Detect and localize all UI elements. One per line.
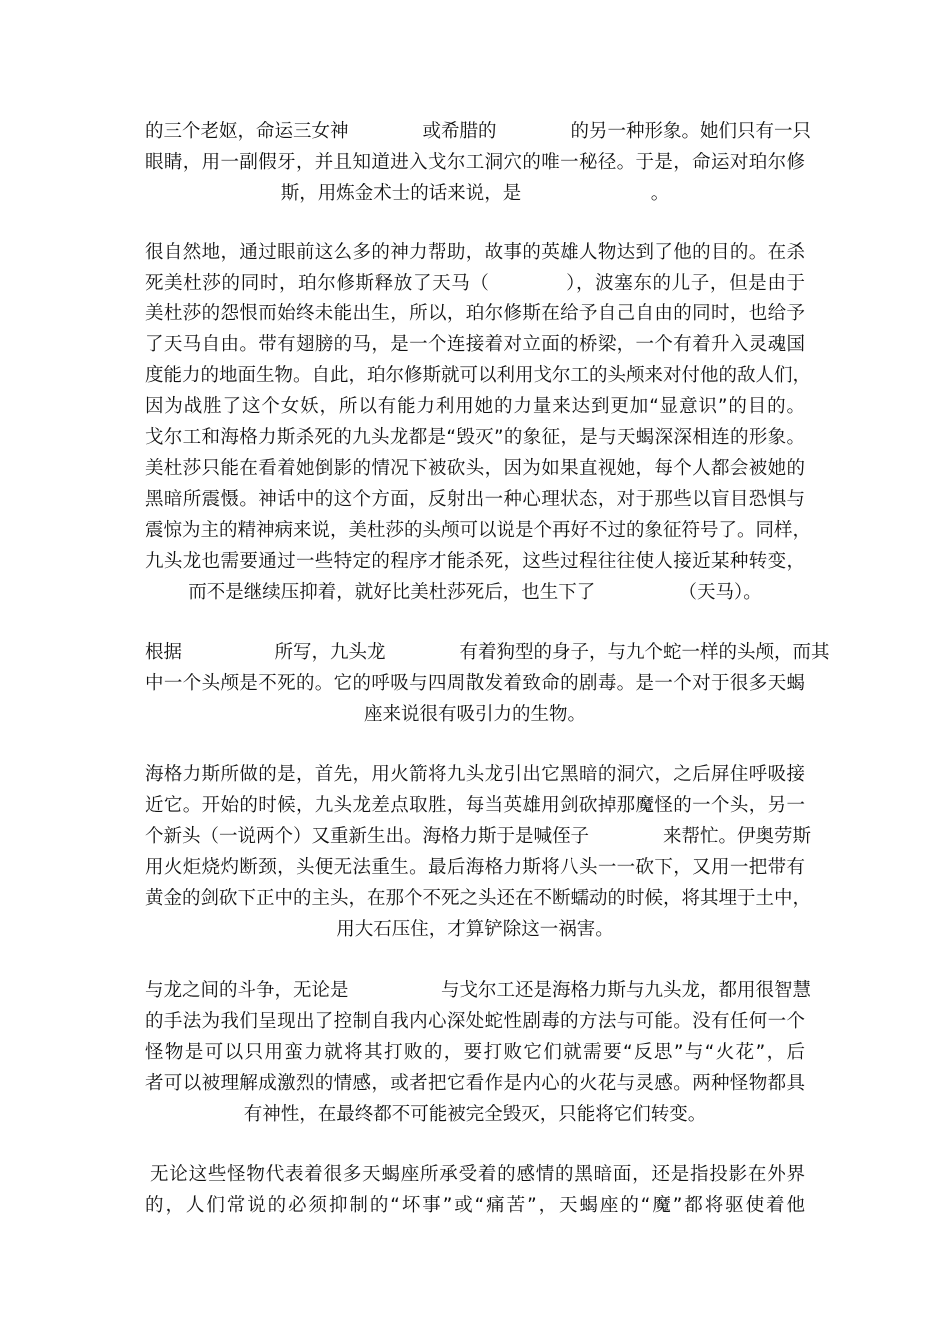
text-line: 死美杜莎的同时，珀尔修斯释放了天马（ ），波塞东的儿子，但是由于 (145, 273, 805, 294)
text-line: 与龙之间的斗争，无论是 与戈尔工还是海格力斯与九头龙，都用很智慧 (145, 980, 812, 1001)
text-line: 度能力的地面生物。自此，珀尔修斯就可以利用戈尔工的头颅来对付他的敌人们， (145, 365, 812, 386)
text-line: 中一个头颅是不死的。它的呼吸与四周散发着致命的剧毒。是一个对于很多天蝎 (145, 673, 805, 694)
text-line: 用火炬烧灼断颈，头便无法重生。最后海格力斯将八头一一砍下，又用一把带有 (145, 857, 805, 878)
text-line: 根据 所写，九头龙 有着狗型的身子，与九个蛇一样的头颅，而其 (145, 642, 830, 663)
text-line: 而不是继续压抑着，就好比美杜莎死后，也生下了 （天马）。 (188, 582, 762, 603)
text-line: 的，人们常说的必须抑制的“坏事”或“痛苦”，天蝎座的“魔”都将驱使着他 (145, 1195, 805, 1216)
text-line: 座来说很有吸引力的生物。 (363, 704, 586, 725)
text-line: 震惊为主的精神病来说，美杜莎的头颅可以说是个再好不过的象征符号了。同样， (145, 520, 812, 541)
text-line: 眼睛，用一副假牙，并且知道进入戈尔工洞穴的唯一秘径。于是，命运对珀尔修 (145, 152, 805, 173)
text-line: 美杜莎的怨恨而始终未能出生，所以，珀尔修斯在给予自己自由的同时，也给予 (145, 303, 805, 324)
text-line: 美杜莎只能在看着她倒影的情况下被砍头，因为如果直视她，每个人都会被她的 (145, 458, 805, 479)
text-line: 的三个老妪，命运三女神 或希腊的 的另一种形象。她们只有一只 (145, 121, 812, 142)
text-line: 有神性，在最终都不可能被完全毁灭，只能将它们转变。 (243, 1104, 707, 1125)
text-line: 戈尔工和海格力斯杀死的九头龙都是“毁灭”的象征，是与天蝎深深相连的形象。 (145, 427, 805, 448)
text-line: 斯，用炼金术士的话来说，是 。 (280, 183, 670, 204)
text-line: 者可以被理解成激烈的情感，或者把它看作是内心的火花与灵感。两种怪物都具 (145, 1073, 805, 1094)
text-line: 个新头（一说两个）又重新生出。海格力斯于是喊侄子 来帮忙。伊奥劳斯 (145, 826, 812, 847)
text-line: 近它。开始的时候，九头龙差点取胜，每当英雄用剑砍掉那魔怪的一个头，另一 (145, 795, 805, 816)
text-line: 怪物是可以只用蛮力就将其打败的，要打败它们就需要“反思”与“火花”，后 (145, 1042, 805, 1063)
text-line: 海格力斯所做的是，首先，用火箭将九头龙引出它黑暗的洞穴，之后屏住呼吸接 (145, 764, 805, 785)
text-line: 的手法为我们呈现出了控制自我内心深处蛇性剧毒的方法与可能。没有任何一个 (145, 1011, 805, 1032)
text-line: 用大石压住，才算铲除这一祸害。 (336, 919, 614, 940)
text-line: 很自然地，通过眼前这么多的神力帮助，故事的英雄人物达到了他的目的。在杀 (145, 242, 805, 263)
text-line: 因为战胜了这个女妖，所以有能力利用她的力量来达到更加“显意识”的目的。 (145, 396, 805, 417)
text-line: 黑暗所震慑。神话中的这个方面，反射出一种心理状态，对于那些以盲目恐惧与 (145, 489, 805, 510)
text-line: 九头龙也需要通过一些特定的程序才能杀死，这些过程往往使人接近某种转变， (145, 551, 805, 572)
text-line: 了天马自由。带有翅膀的马，是一个连接着对立面的桥梁，一个有着升入灵魂国 (145, 334, 805, 355)
text-line: 黄金的剑砍下正中的主头，在那个不死之头还在不断蠕动的时候，将其埋于土中， (145, 888, 812, 909)
text-line: 无论这些怪物代表着很多天蝎座所承受着的感情的黑暗面，还是指投影在外界 (150, 1164, 805, 1185)
